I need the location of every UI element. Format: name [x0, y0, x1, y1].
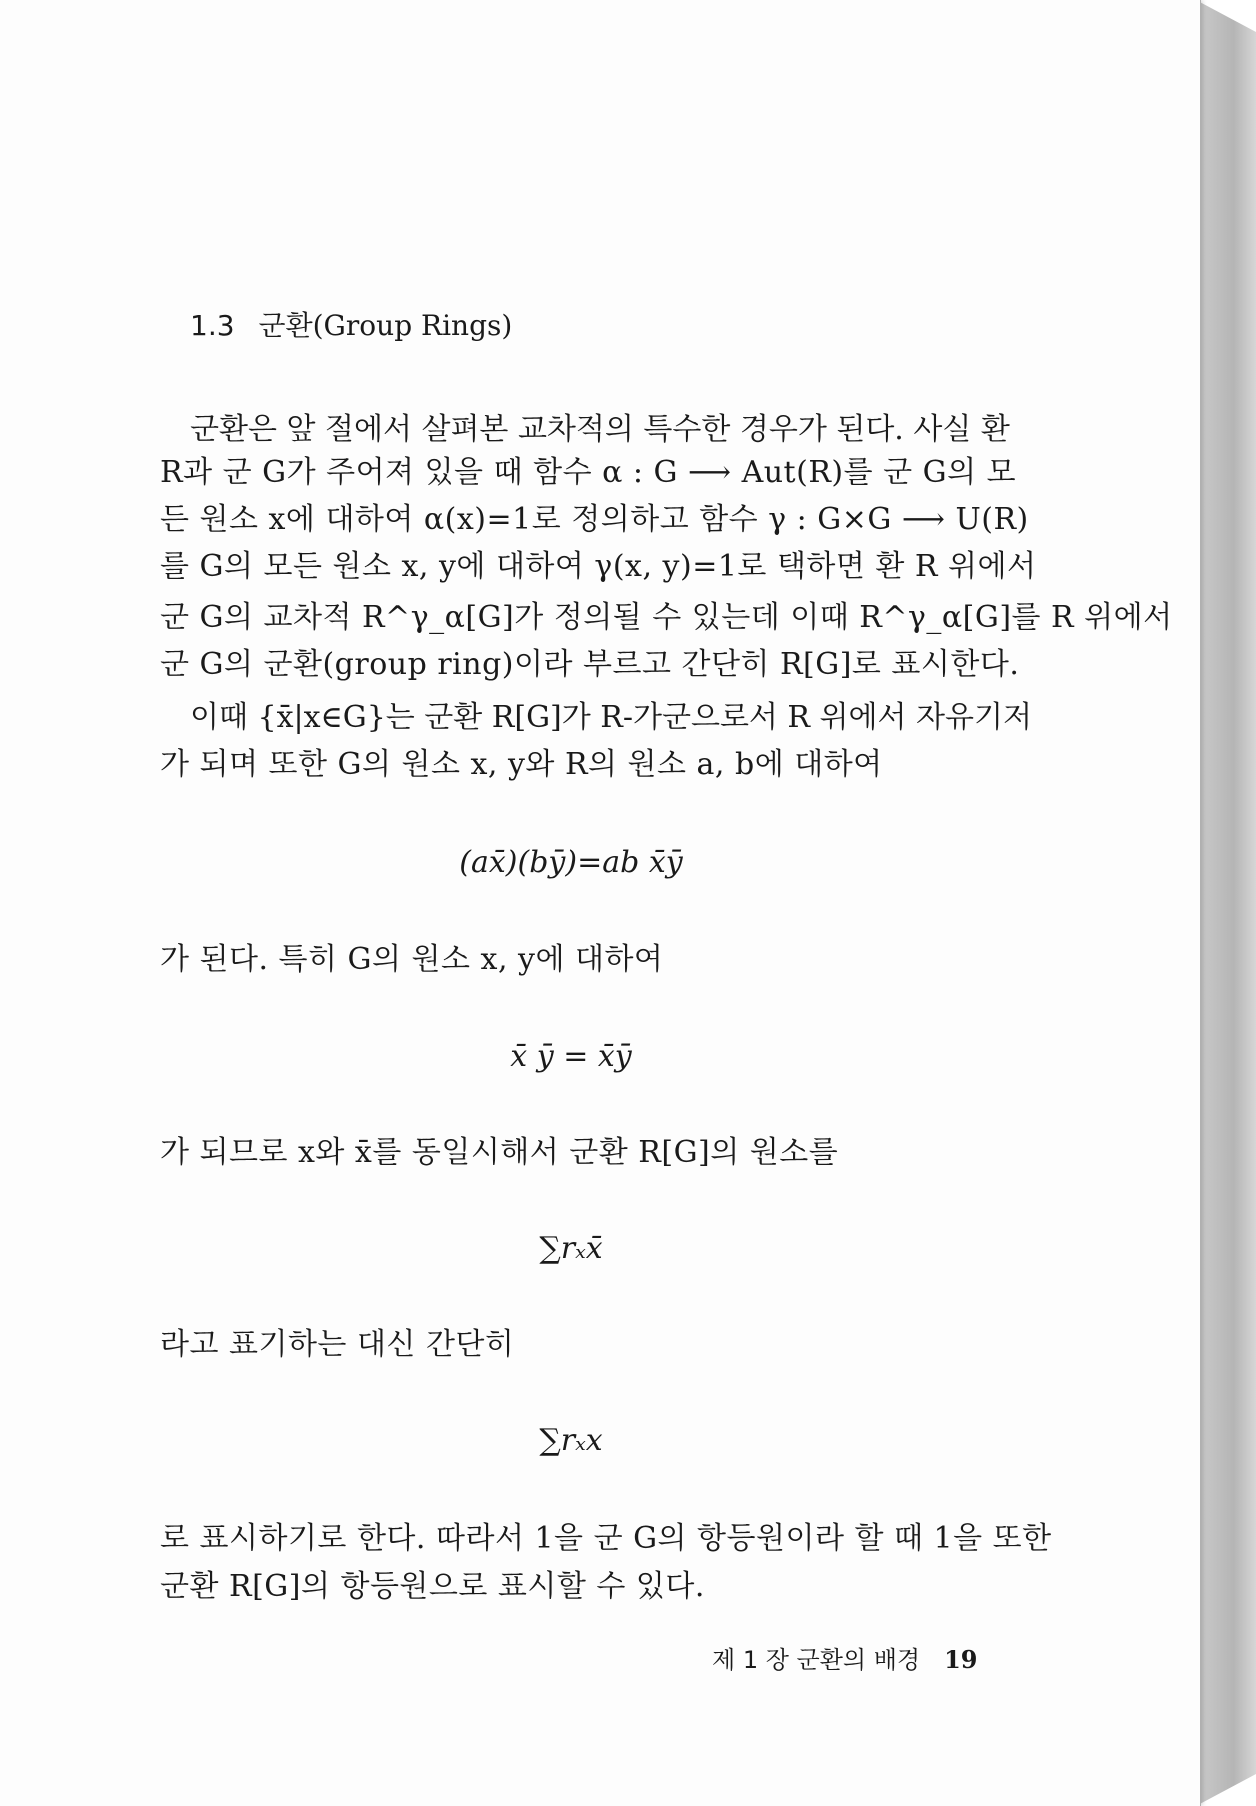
equation-2: x̄ ȳ = x̄ȳ: [510, 1039, 632, 1074]
text-after-equation-1: 가 된다. 특히 G의 원소 x, y에 대하여: [160, 942, 664, 977]
paragraph-1-line-2: R과 군 G가 주어져 있을 때 함수 α : G ⟶ Aut(R)를 군 G의 모: [160, 455, 1017, 490]
equation-4: ∑rₓx: [539, 1423, 603, 1458]
paragraph-1-line-5: 군 G의 교차적 R^γ_α[G]가 정의될 수 있는데 이때 R^γ_α[G]를 R 위에서: [160, 600, 1173, 635]
paragraph-2-line-1: 이때 {x̄|x∈G}는 군환 R[G]가 R-가군으로서 R 위에서 자유기저: [190, 700, 1032, 735]
paragraph-2-line-2: 가 되며 또한 G의 원소 x, y와 R의 원소 a, b에 대하여: [160, 747, 883, 782]
text-after-equation-2: 가 되므로 x와 x̄를 동일시해서 군환 R[G]의 원소를: [160, 1135, 839, 1170]
section-number: 1.3: [190, 309, 235, 342]
page-number: 19: [944, 1645, 978, 1674]
section-title: 군환(Group Rings): [258, 309, 513, 342]
text-after-equation-3: 라고 표기하는 대신 간단히: [160, 1327, 515, 1362]
section-heading: [190, 309, 513, 342]
chapter-running-head: 제 1 장 군환의 배경: [712, 1646, 921, 1674]
paragraph-1-line-4: 를 G의 모든 원소 x, y에 대하여 γ(x, y)=1로 택하면 환 R 위에서: [160, 549, 1037, 584]
closing-line-2: 군환 R[G]의 항등원으로 표시할 수 있다.: [160, 1569, 705, 1604]
equation-3: ∑rₓx̄: [539, 1231, 603, 1266]
paragraph-1-line-1: 군환은 앞 절에서 살펴본 교차적의 특수한 경우가 된다. 사실 환: [190, 412, 1010, 447]
closing-line-1: 로 표시하기로 한다. 따라서 1을 군 G의 항등원이라 할 때 1을 또한: [160, 1521, 1052, 1556]
paragraph-1-line-6: 군 G의 군환(group ring)이라 부르고 간단히 R[G]로 표시한다.: [160, 647, 1020, 682]
book-page-edge: [1200, 0, 1256, 1806]
book-edge-bottom-corner: [1196, 1774, 1256, 1806]
equation-1: (ax̄)(bȳ)=ab x̄ȳ: [459, 845, 683, 880]
page-footer: [712, 1645, 978, 1674]
paragraph-1-line-3: 든 원소 x에 대하여 α(x)=1로 정의하고 함수 γ : G×G ⟶ U(R): [160, 502, 1029, 537]
book-edge-top-corner: [1196, 0, 1256, 32]
